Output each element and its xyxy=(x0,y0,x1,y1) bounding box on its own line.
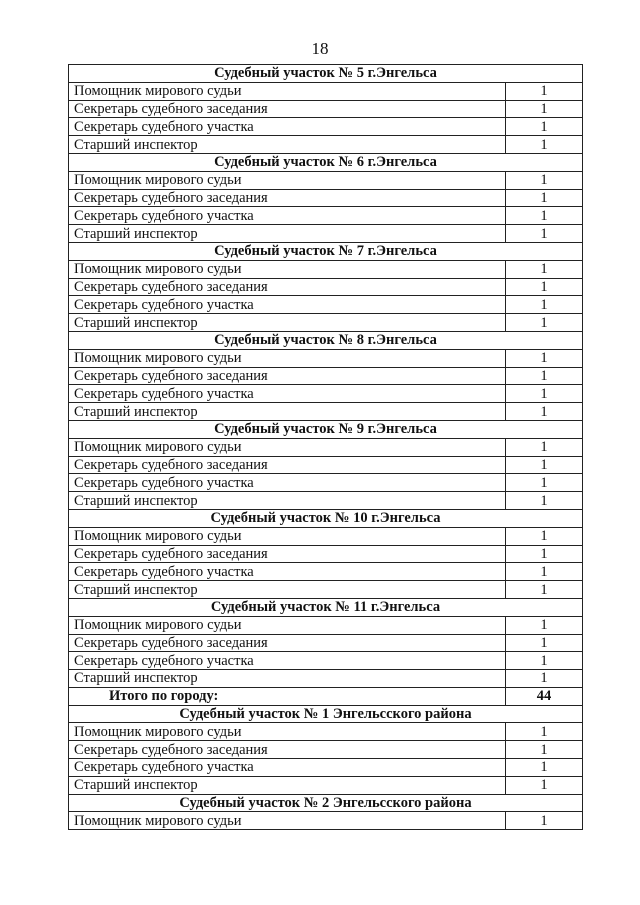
table-row xyxy=(69,278,583,296)
table-row xyxy=(69,563,583,581)
table-row xyxy=(69,634,583,652)
table-row xyxy=(69,581,583,599)
position-cell: Секретарь судебного заседания xyxy=(69,100,506,118)
position-cell: Секретарь судебного заседания xyxy=(69,456,506,474)
section-title: Судебный участок № 11 г.Энгельса xyxy=(69,598,583,616)
count-cell: 1 xyxy=(506,616,583,634)
count-cell: 1 xyxy=(506,385,583,403)
position-cell: Помощник мирового судьи xyxy=(69,438,506,456)
count-cell: 1 xyxy=(506,563,583,581)
table-row xyxy=(69,136,583,154)
position-cell: Старший инспектор xyxy=(69,670,506,688)
table-row xyxy=(69,759,583,777)
table-row xyxy=(69,296,583,314)
section-title: Судебный участок № 6 г.Энгельса xyxy=(69,153,583,171)
table-row xyxy=(69,438,583,456)
table-row xyxy=(69,616,583,634)
section-header-row xyxy=(69,65,583,83)
position-cell: Секретарь судебного участка xyxy=(69,118,506,136)
table-row xyxy=(69,171,583,189)
position-cell: Секретарь судебного участка xyxy=(69,759,506,777)
position-cell: Секретарь судебного участка xyxy=(69,563,506,581)
count-cell: 1 xyxy=(506,759,583,777)
section-title: Судебный участок № 5 г.Энгельса xyxy=(69,65,583,83)
section-title: Судебный участок № 8 г.Энгельса xyxy=(69,331,583,349)
section-header-row xyxy=(69,420,583,438)
table-row xyxy=(69,100,583,118)
staff-table xyxy=(68,64,583,830)
position-cell: Секретарь судебного заседания xyxy=(69,278,506,296)
position-cell: Секретарь судебного участка xyxy=(69,474,506,492)
count-cell: 1 xyxy=(506,171,583,189)
position-cell: Помощник мирового судьи xyxy=(69,82,506,100)
table-row xyxy=(69,118,583,136)
position-cell: Секретарь судебного участка xyxy=(69,207,506,225)
position-cell: Помощник мирового судьи xyxy=(69,723,506,741)
count-cell: 1 xyxy=(506,723,583,741)
table-row xyxy=(69,385,583,403)
count-cell: 1 xyxy=(506,260,583,278)
count-cell: 1 xyxy=(506,474,583,492)
table-row xyxy=(69,812,583,830)
section-header-row xyxy=(69,331,583,349)
count-cell: 1 xyxy=(506,438,583,456)
position-cell: Секретарь судебного заседания xyxy=(69,545,506,563)
section-header-row xyxy=(69,509,583,527)
position-cell: Помощник мирового судьи xyxy=(69,812,506,830)
position-cell: Помощник мирового судьи xyxy=(69,527,506,545)
count-cell: 1 xyxy=(506,652,583,670)
table-row xyxy=(69,527,583,545)
table-row xyxy=(69,670,583,688)
position-cell: Секретарь судебного заседания xyxy=(69,367,506,385)
position-cell: Старший инспектор xyxy=(69,314,506,332)
position-cell: Помощник мирового судьи xyxy=(69,349,506,367)
count-cell: 1 xyxy=(506,670,583,688)
table-row xyxy=(69,741,583,759)
table-row xyxy=(69,225,583,243)
table-row xyxy=(69,349,583,367)
count-cell: 1 xyxy=(506,278,583,296)
page-number: 18 xyxy=(311,39,329,58)
section-header-row xyxy=(69,794,583,812)
section-title: Судебный участок № 10 г.Энгельса xyxy=(69,509,583,527)
table-row xyxy=(69,367,583,385)
table-row xyxy=(69,403,583,421)
position-cell: Секретарь судебного участка xyxy=(69,652,506,670)
count-cell: 1 xyxy=(506,492,583,510)
position-cell: Помощник мирового судьи xyxy=(69,171,506,189)
count-cell: 1 xyxy=(506,118,583,136)
position-cell: Секретарь судебного участка xyxy=(69,296,506,314)
table-row xyxy=(69,492,583,510)
table-row xyxy=(69,207,583,225)
position-cell: Старший инспектор xyxy=(69,581,506,599)
table-row xyxy=(69,189,583,207)
total-row xyxy=(69,687,583,705)
count-cell: 1 xyxy=(506,776,583,794)
total-count: 44 xyxy=(506,687,583,705)
count-cell: 1 xyxy=(506,225,583,243)
section-header-row xyxy=(69,705,583,723)
section-title: Судебный участок № 7 г.Энгельса xyxy=(69,242,583,260)
section-title: Судебный участок № 2 Энгельсского района xyxy=(69,794,583,812)
table-row xyxy=(69,652,583,670)
count-cell: 1 xyxy=(506,812,583,830)
table-row xyxy=(69,314,583,332)
section-header-row xyxy=(69,242,583,260)
total-label: Итого по городу: xyxy=(69,687,506,705)
position-cell: Старший инспектор xyxy=(69,136,506,154)
position-cell: Старший инспектор xyxy=(69,403,506,421)
count-cell: 1 xyxy=(506,296,583,314)
table-row xyxy=(69,456,583,474)
table-row xyxy=(69,82,583,100)
table-row xyxy=(69,474,583,492)
count-cell: 1 xyxy=(506,349,583,367)
section-header-row xyxy=(69,598,583,616)
section-title: Судебный участок № 9 г.Энгельса xyxy=(69,420,583,438)
position-cell: Помощник мирового судьи xyxy=(69,616,506,634)
count-cell: 1 xyxy=(506,403,583,421)
count-cell: 1 xyxy=(506,527,583,545)
section-title: Судебный участок № 1 Энгельсского района xyxy=(69,705,583,723)
position-cell: Секретарь судебного заседания xyxy=(69,634,506,652)
section-header-row xyxy=(69,153,583,171)
position-cell: Старший инспектор xyxy=(69,225,506,243)
count-cell: 1 xyxy=(506,189,583,207)
position-cell: Старший инспектор xyxy=(69,776,506,794)
count-cell: 1 xyxy=(506,741,583,759)
position-cell: Секретарь судебного заседания xyxy=(69,741,506,759)
table-row xyxy=(69,776,583,794)
table-row xyxy=(69,545,583,563)
table-row xyxy=(69,723,583,741)
position-cell: Секретарь судебного заседания xyxy=(69,189,506,207)
count-cell: 1 xyxy=(506,100,583,118)
count-cell: 1 xyxy=(506,207,583,225)
position-cell: Секретарь судебного участка xyxy=(69,385,506,403)
count-cell: 1 xyxy=(506,82,583,100)
position-cell: Старший инспектор xyxy=(69,492,506,510)
count-cell: 1 xyxy=(506,136,583,154)
count-cell: 1 xyxy=(506,634,583,652)
count-cell: 1 xyxy=(506,314,583,332)
position-cell: Помощник мирового судьи xyxy=(69,260,506,278)
count-cell: 1 xyxy=(506,367,583,385)
count-cell: 1 xyxy=(506,581,583,599)
table-row xyxy=(69,260,583,278)
count-cell: 1 xyxy=(506,545,583,563)
count-cell: 1 xyxy=(506,456,583,474)
